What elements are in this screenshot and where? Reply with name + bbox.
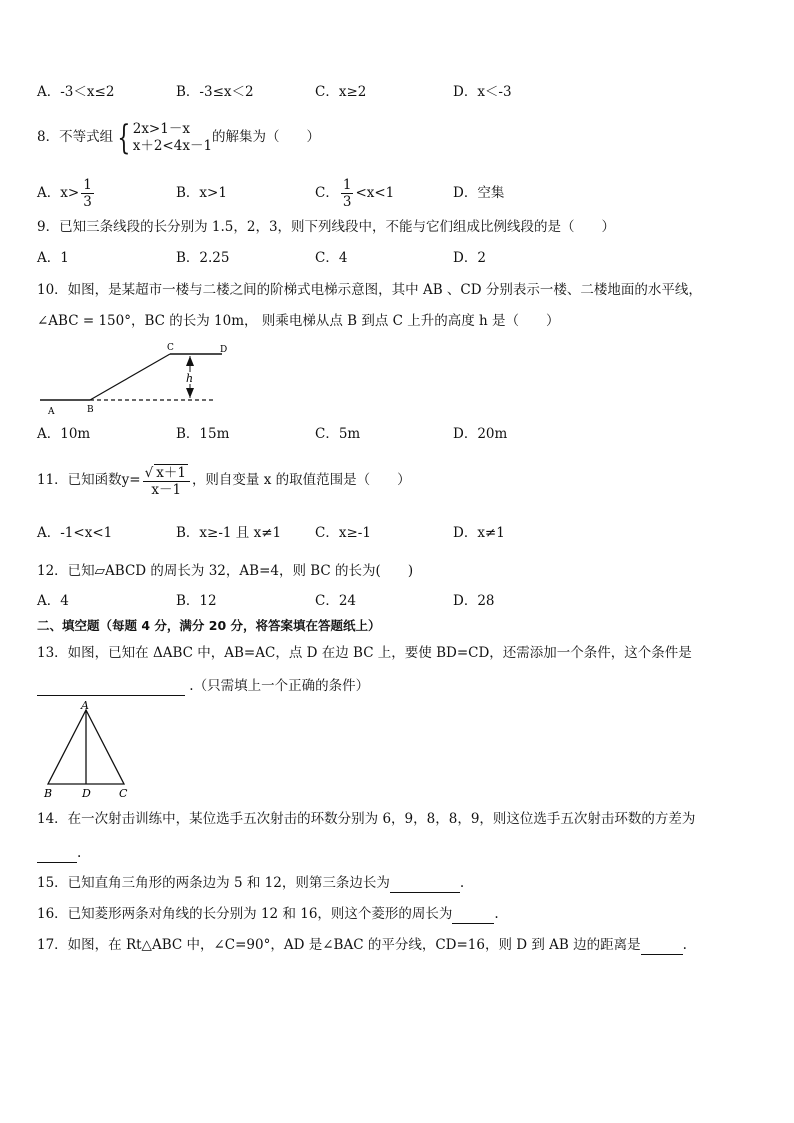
- q7-option-c: C．x≥2: [315, 84, 367, 100]
- q9-stem: 9．已知三条线段的长分别为 1.5，2，3，则下列线段中，不能与它们组成比例线段的是（ ）: [37, 219, 616, 235]
- q9-option-d: D．2: [453, 250, 486, 266]
- q10-stem-line1: 10．如图，是某超市一楼与二楼之间的阶梯式电梯示意图，其中 AB 、CD 分别表示一楼、二楼地面的水平线，: [37, 282, 702, 298]
- q10-option-d: D．20m: [453, 426, 508, 442]
- q8-system-row1: 2x>1－x: [132, 120, 190, 137]
- q7-options: [37, 82, 737, 102]
- fraction-numerator: 1: [83, 177, 92, 193]
- q13-answer-blank[interactable]: [37, 675, 185, 696]
- label-d: D: [220, 345, 228, 355]
- sqrt-radicand: x＋1: [156, 464, 186, 481]
- q16-answer-blank[interactable]: [452, 903, 494, 924]
- q10-option-c: C．5m: [315, 426, 361, 442]
- q8-option-c-text: <x<1: [355, 185, 395, 201]
- q8-option-c: [315, 176, 394, 210]
- label-b: B: [44, 787, 53, 800]
- q17-stem: [37, 934, 687, 955]
- q8-option-a: [37, 176, 96, 210]
- q14-stem-line2: [37, 842, 81, 863]
- q7-option-b: B．-3≤x＜2: [176, 84, 254, 100]
- q8-brace: {: [117, 117, 131, 158]
- q8-option-a-fraction: [81, 177, 94, 210]
- q8-stem: [37, 117, 320, 157]
- q12-option-c: C．24: [315, 593, 357, 609]
- q14-period: .: [77, 845, 82, 861]
- label-c: C: [167, 343, 174, 353]
- q11-stem: [37, 458, 411, 502]
- q10-options: [37, 424, 737, 444]
- q11-stem-prefix: 11．已知函数y=: [37, 472, 141, 488]
- fraction-numerator: √ x＋1: [143, 464, 190, 482]
- q14-answer-blank[interactable]: [37, 842, 77, 863]
- section2-heading: 二、填空题（每题 4 分，满分 20 分，将答案填在答题纸上）: [37, 618, 381, 633]
- q8-option-d: D．空集: [453, 185, 505, 201]
- q8-option-a-text: A．x>: [37, 185, 80, 201]
- escalator-line-bc: [90, 354, 170, 400]
- fraction-denominator: 3: [83, 194, 92, 210]
- label-a: A: [48, 407, 55, 416]
- q15-text: 15．已知直角三角形的两条边为 5 和 12，则第三条边长为: [37, 875, 390, 891]
- fraction-denominator: x－1: [151, 481, 182, 498]
- label-c: C: [119, 787, 128, 800]
- q12-option-a: A．4: [37, 593, 69, 609]
- label-h: h: [186, 372, 194, 385]
- q16-text: 16．已知菱形两条对角线的长分别为 12 和 16，则这个菱形的周长为: [37, 906, 453, 922]
- q7-option-a: A．-3＜x≤2: [37, 84, 115, 100]
- q16-period: .: [494, 906, 499, 922]
- q16-stem: [37, 903, 499, 924]
- q8-option-c-fraction: [341, 177, 354, 210]
- arrow-up-icon: [186, 356, 194, 366]
- q10-option-a: A．10m: [37, 426, 91, 442]
- q9-options: [37, 248, 737, 268]
- q17-answer-blank[interactable]: [641, 934, 683, 955]
- q10-stem-line2: ∠ABC = 150°，BC 的长为 10m， 则乘电梯从点 B 到点 C 上升的高度 h 是（ ）: [37, 313, 560, 329]
- q12-option-b: B．12: [176, 593, 217, 609]
- q17-period: .: [682, 937, 687, 953]
- q11-options: [37, 523, 737, 543]
- fraction-denominator: 3: [342, 194, 352, 210]
- q12-stem: 12．已知▱ABCD 的周长为 32，AB=4，则 BC 的长为( ): [37, 563, 414, 579]
- q12-options: [37, 591, 737, 611]
- q8-system: [133, 121, 212, 155]
- label-b: B: [87, 405, 94, 415]
- q10-escalator-figure: [30, 336, 250, 416]
- q13-triangle-figure: [38, 700, 138, 800]
- q8-options: [37, 176, 737, 210]
- q7-option-d: D．x＜-3: [453, 84, 512, 100]
- q9-option-a: A．1: [37, 250, 69, 266]
- q13-stem-line1: 13．如图，已知在 ΔABC 中，AB=AC，点 D 在边 BC 上，要使 BD=CD，还需添加一个条件，这个条件是: [37, 645, 692, 661]
- q13-stem-line2: [37, 675, 369, 696]
- fraction-numerator: 1: [342, 177, 352, 193]
- q8-stem-suffix: 的解集为（ ）: [212, 129, 321, 145]
- q11-fraction: [143, 464, 190, 498]
- q17-text: 17．如图，在 Rt△ABC 中，∠C=90°，AD 是∠BAC 的平分线，CD=16，则 D 到 AB 边的距离是: [37, 937, 641, 953]
- label-d: D: [82, 787, 91, 800]
- q15-answer-blank[interactable]: [390, 872, 460, 893]
- q8-option-b: B．x>1: [176, 185, 227, 201]
- q11-option-c: C．x≥-1: [315, 525, 371, 541]
- q11-stem-suffix: ，则自变量 x 的取值范围是（ ）: [191, 472, 411, 488]
- q15-stem: [37, 872, 464, 893]
- q15-period: .: [459, 875, 465, 891]
- q11-option-b: B．x≥-1 且 x≠1: [176, 525, 282, 541]
- q9-option-c: C．4: [315, 250, 348, 266]
- q14-stem-line1: 14．在一次射击训练中，某位选手五次射击的环数分别为 6，9，8，8，9，则这位选手五次射击环数的方差为: [37, 811, 696, 827]
- q12-option-d: D．28: [453, 593, 495, 609]
- label-a: A: [81, 700, 89, 712]
- q13-stem-line2-text: .（只需填上一个正确的条件）: [189, 678, 370, 694]
- q11-option-a: A．-1<x<1: [37, 525, 113, 541]
- q9-option-b: B．2.25: [176, 250, 230, 266]
- q8-stem-prefix: 8．不等式组: [37, 129, 114, 145]
- q11-option-d: D．x≠1: [453, 525, 505, 541]
- q8-system-row2: x＋2<4x－1: [132, 137, 213, 154]
- arrow-down-icon: [186, 388, 194, 398]
- q10-option-b: B．15m: [176, 426, 230, 442]
- q8-option-c-label: C．: [315, 185, 339, 201]
